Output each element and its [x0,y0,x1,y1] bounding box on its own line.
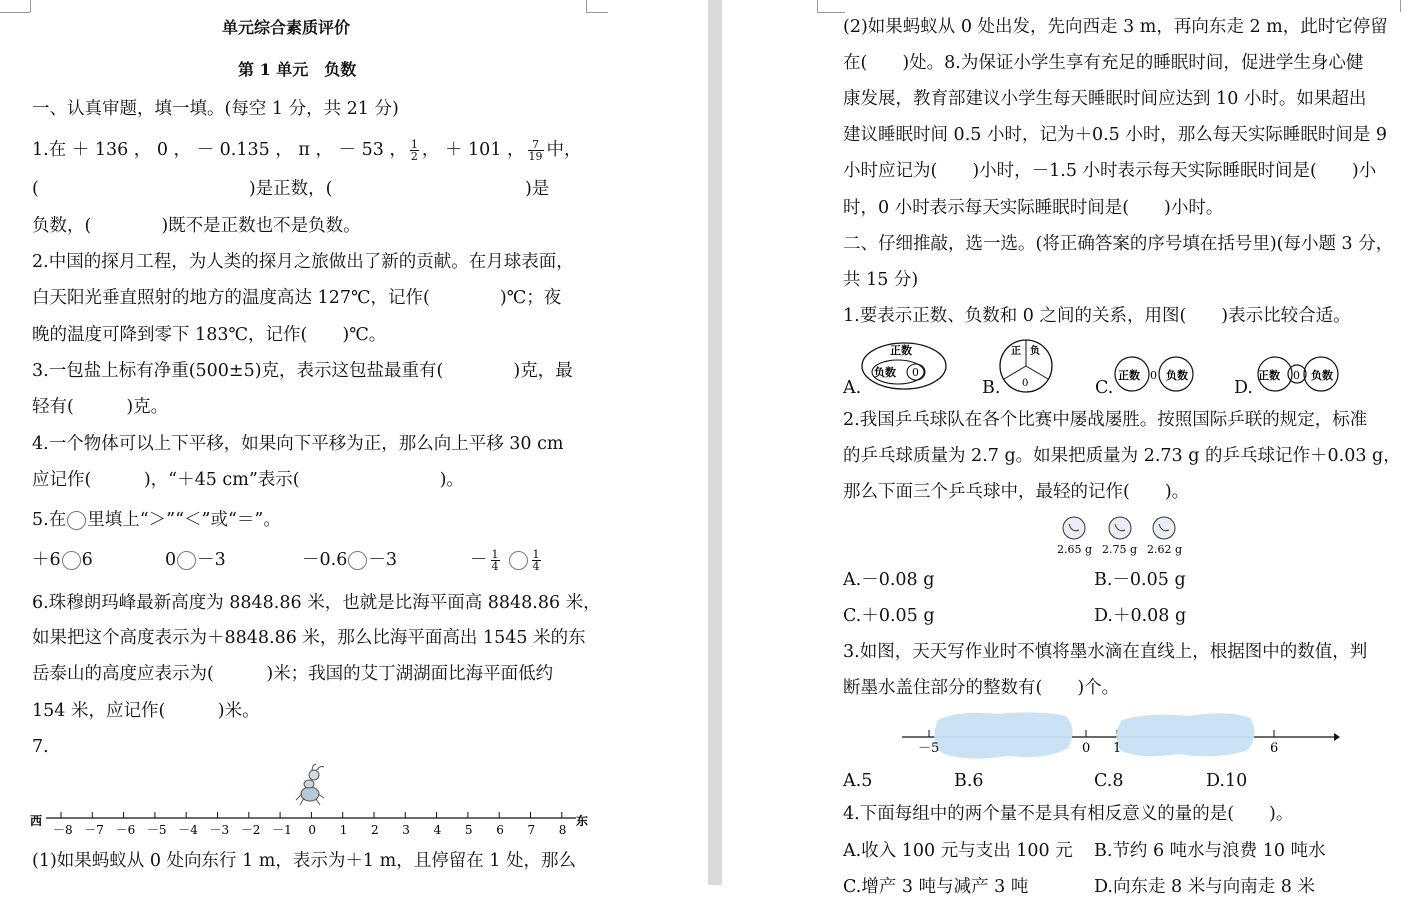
choice-4-option-a: A.收入 100 元与支出 100 元 [843,841,1073,861]
choice-question-2-line-2: 的乒乓球质量为 2.7 g。如果把质量为 2.73 g 的乒乓球记作＋0.03 g， [843,446,1401,466]
svg-text:负数: 负数 [1166,369,1188,382]
answer-circle [62,551,81,570]
question-5-compare-1: ＋6 6 [32,550,93,570]
page-gutter [708,0,722,885]
number-line-tick-label: 7 [527,823,536,837]
ball-weight-1: 2.65 g [1057,543,1093,556]
number-line-tick-label: 6 [496,823,504,837]
tick-label: －5 [918,741,940,756]
number-line-tick-label: 0 [308,823,317,837]
fraction: $\frac{1}{2}$ [410,138,418,163]
question-1-line-1: 1.在 ＋ 136 ， 0 ， － 0.135 ， π ， － 53 ， $\frac{1}{2}$ ， ＋ 101 ， $\frac{7}{19}$ 中， [32,138,582,163]
choice-question-4: 4.下面每组中的两个量不是具有相反意义的量的是( )。 [843,804,1294,824]
question-3-line-2: 轻有( )克。 [32,397,169,417]
question-8-line-5: 时，0 小时表示每天实际睡眠时间是( )小时。 [843,198,1224,218]
question-5-compare-2: 0 －3 [165,550,226,570]
choice-4-option-b: B.节约 6 吨水与浪费 10 吨水 [1094,841,1326,861]
question-8-line-3: 建议睡眠时间 0.5 小时，记为＋0.5 小时，那么每天实际睡眠时间是 9 [843,125,1388,145]
number-line-tick-label: 8 [558,823,567,837]
west-label: 西 [30,814,43,828]
crop-mark [0,12,30,13]
section-one-heading: 一、认真审题，填一填。(每空 1 分，共 21 分) [32,99,399,119]
number-line-tick-label: 5 [464,823,473,837]
question-4-line-1: 4.一个物体可以上下平移，如果向下平移为正，那么向上平移 30 cm [32,434,564,454]
crop-mark [586,12,608,13]
answer-circle [509,551,528,570]
choice-question-1: 1.要表示正数、负数和 0 之间的关系，用图( )表示比较合适。 [843,306,1351,326]
svg-text:0: 0 [1150,369,1157,382]
choice-3-option-b: B.6 [954,771,984,791]
svg-text:正数: 正数 [1118,369,1140,382]
choice-3-option-a: A.5 [843,771,873,791]
number-line-tick-label: －7 [84,823,104,837]
option-label-d: D. [1234,378,1253,398]
question-6-line-1: 6.珠穆朗玛峰最新高度为 8848.86 米，也就是比海平面高 8848.86 米， [32,593,601,613]
ink-blot-left [934,712,1072,758]
choice-4-option-c: C.增产 3 吨与减产 3 吨 [843,877,1029,897]
question-8-line-1: 在( )处。8.为保证小学生享有充足的睡眠时间，促进学生身心健 [843,53,1364,73]
question-6-line-4: 154 米，应记作( )米。 [32,701,260,721]
svg-text:负数: 负数 [1311,369,1333,382]
question-1-line-2: ( )是正数，( )是 [32,179,550,199]
choice-3-option-c: C.8 [1094,771,1124,791]
venn-diagram-c [1110,356,1200,392]
question-8-line-4: 小时应记为( )小时，－1.5 小时表示每天实际睡眠时间是( )小 [843,161,1377,181]
svg-text:负: 负 [1030,346,1040,357]
question-7-part-2: (2)如果蚂蚁从 0 处出发，先向西走 3 m，再向东走 2 m，此时它停留 [843,17,1388,37]
section-two-heading-cont: 共 15 分) [843,270,919,290]
question-4-line-2: 应记作( )，“＋45 cm”表示( )。 [32,470,464,490]
document-page-right [722,0,1425,897]
number-line-east-west [28,808,594,844]
svg-text:0: 0 [1293,369,1300,382]
number-line-tick-label: 2 [371,823,379,837]
venn-diagram-d [1253,356,1345,392]
svg-text:0: 0 [912,366,919,379]
answer-circle [177,551,196,570]
ball-weight-3: 2.62 g [1147,543,1183,556]
answer-circle [67,511,86,530]
question-5-line-1: 5.在 里填上“＞”“＜”或“＝”。 [32,510,281,530]
question-3-line-1: 3.一包盐上标有净重(500±5)克，表示这包盐最重有( )克，最 [32,361,573,381]
crop-mark [30,0,31,12]
choice-3-option-d: D.10 [1206,771,1248,791]
crop-mark [1400,0,1401,12]
east-label: 东 [576,814,589,828]
number-line-tick-label: －2 [240,823,261,837]
arrow-head [1334,733,1340,741]
ball-weight-2: 2.75 g [1102,543,1138,556]
question-6-line-3: 岳泰山的高度应表示为( )米；我国的艾丁湖湖面比海平面低约 [32,664,554,684]
svg-text:正数: 正数 [890,344,912,357]
crop-mark [817,12,845,13]
ping-pong-balls [1052,514,1192,558]
fraction: $\frac{1}{4}$ [491,548,499,573]
question-6-line-2: 如果把这个高度表示为＋8848.86 米，那么比海平面高出 1545 米的东 [32,628,586,648]
answer-circle [348,551,367,570]
question-2-line-3: 晚的温度可降到零下 183℃，记作( )℃。 [32,325,387,345]
choice-2-option-b: B.－0.05 g [1094,570,1186,590]
number-line-tick-label: －4 [178,823,198,837]
question-8-line-2: 康发展，教育部建议小学生每天睡眠时间应达到 10 小时。如果超出 [843,89,1367,109]
tick-label: 0 [1082,741,1091,756]
number-line-tick-label: －1 [272,823,292,837]
number-line-tick-label: 1 [339,823,348,837]
question-5-compare-3: －0.6 －3 [302,550,397,570]
question-5-compare-4: － $\frac{1}{4}$ $\frac{1}{4}$ [470,548,540,573]
unit-title: 第 1 单元 负数 [238,60,357,79]
choice-4-option-d: D.向东走 8 米与向南走 8 米 [1094,877,1315,897]
option-label-b: B. [982,378,1001,398]
question-7-part-1: (1)如果蚂蚁从 0 处向东行 1 m，表示为＋1 m，且停留在 1 处，那么 [32,851,576,871]
pie-diagram-b [998,338,1054,394]
choice-2-option-d: D.＋0.08 g [1094,606,1187,626]
fraction: $\frac{1}{4}$ [532,548,540,573]
question-2-line-1: 2.中国的探月工程，为人类的探月之旅做出了新的贡献。在月球表面， [32,252,574,272]
number-line-tick-label: －8 [53,823,73,837]
svg-text:0: 0 [1022,378,1029,389]
choice-2-option-a: A.－0.08 g [843,570,935,590]
choice-question-2-line-3: 那么下面三个乒乓球中，最轻的记作( )。 [843,482,1190,502]
number-line-tick-label: －5 [146,823,167,837]
question-1-line-3: 负数，( )既不是正数也不是负数。 [32,216,361,236]
fraction: $\frac{7}{19}$ [528,138,543,163]
crop-mark [586,0,587,12]
venn-diagram-a [860,340,950,392]
number-line-tick-label: －3 [209,823,230,837]
number-line-tick-label: 4 [433,823,442,837]
svg-text:正: 正 [1011,346,1021,357]
ant-icon [290,764,330,808]
document-title: 单元综合素质评价 [222,18,351,37]
option-label-c: C. [1095,378,1114,398]
number-line-tick-label: 3 [402,823,410,837]
svg-text:正数: 正数 [1258,369,1280,382]
option-label-a: A. [843,378,862,398]
tick-label: 1 [1113,741,1122,756]
question-2-line-2: 白天阳光垂直照射的地方的温度高达 127℃，记作( )℃；夜 [32,288,562,308]
ink-number-line [898,708,1344,764]
svg-text:负数: 负数 [874,366,896,379]
choice-question-2-line-1: 2.我国乒乓球队在各个比赛中屡战屡胜。按照国际乒联的规定，标准 [843,410,1368,430]
document-page-left [0,0,708,885]
ink-blot-right [1116,713,1254,756]
section-two-heading: 二、仔细推敲，选一选。(将正确答案的序号填在括号里)(每小题 3 分， [843,234,1394,254]
crop-mark [817,0,818,12]
choice-question-3-line-1: 3.如图，天天写作业时不慎将墨水滴在直线上，根据图中的数值，判 [843,642,1368,662]
question-7-label: 7. [32,737,49,757]
tick-label: 6 [1270,741,1279,756]
choice-question-3-line-2: 断墨水盖住部分的整数有( )个。 [843,678,1120,698]
choice-2-option-c: C.＋0.05 g [843,606,935,626]
number-line-tick-label: －6 [115,823,136,837]
